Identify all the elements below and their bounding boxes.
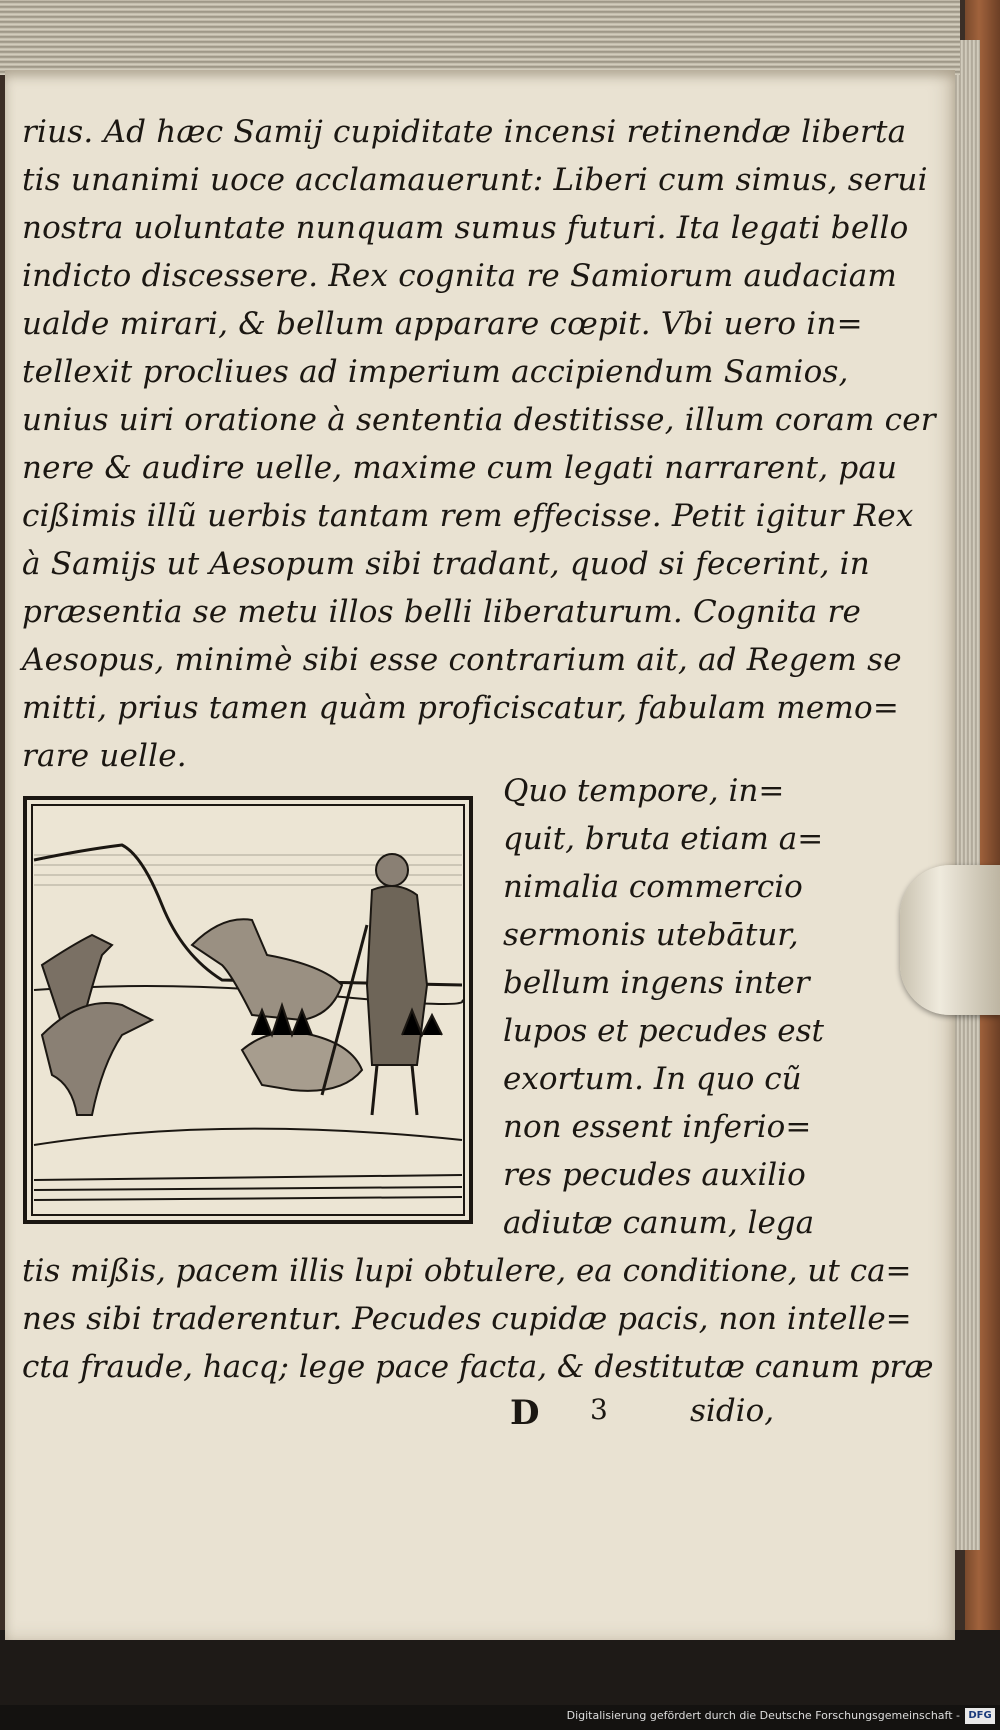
side-text-line: res pecudes auxilio	[503, 1157, 806, 1193]
signature-number: 3	[590, 1393, 608, 1426]
side-text-line: exortum. In quo cũ	[503, 1061, 802, 1097]
text-line: tis mißis, pacem illis lupi obtulere, ea conditione, ut ca=	[22, 1253, 912, 1289]
footer-credit: Digitalisierung gefördert durch die Deutsche Forschungsgemeinschaft -	[566, 1709, 960, 1722]
text-line: indicto discessere. Rex cognita re Samiorum audaciam	[22, 258, 898, 294]
text-line: nere & audire uelle, maxime cum legati narrarent, pau	[22, 450, 898, 486]
text-line: mitti, prius tamen quàm proficiscatur, fabulam memo=	[22, 690, 900, 726]
text-line: rius. Ad hæc Samij cupiditate incensi retinendæ liberta	[22, 114, 907, 150]
woodcut-illustration	[22, 795, 474, 1225]
text-line: tellexit procliues ad imperium accipiendum Samios,	[22, 354, 849, 390]
signature-mark: D	[510, 1393, 540, 1433]
side-text-line: Quo tempore, in=	[503, 773, 785, 809]
text-line: cta fraude, hacq; lege pace facta, & destitutæ canum præ	[22, 1349, 934, 1385]
page-stack-top	[0, 0, 960, 75]
side-text-line: nimalia commercio	[503, 869, 803, 905]
text-line: Aesopus, minimè sibi esse contrarium ait, ad Regem se	[22, 642, 902, 678]
side-text-line: lupos et pecudes est	[503, 1013, 824, 1049]
side-text-line: quit, bruta etiam a=	[503, 821, 824, 857]
page-clip	[900, 865, 1000, 1015]
text-line: tis unanimi uoce acclamauerunt: Liberi cum simus, serui	[22, 162, 928, 198]
side-text-line: non essent inferio=	[503, 1109, 812, 1145]
text-line: ualde mirari, & bellum apparare cœpit. Vbi uero in=	[22, 306, 863, 342]
text-line: nostra uoluntate nunquam sumus futuri. Ita legati bello	[22, 210, 909, 246]
text-line: nes sibi traderentur. Pecudes cupidæ pacis, non intelle=	[22, 1301, 912, 1337]
side-text-line: sermonis utebātur,	[503, 917, 799, 953]
text-line: à Samijs ut Aesopum sibi tradant, quod si fecerint, in	[22, 546, 870, 582]
dfg-logo: DFG	[965, 1708, 995, 1724]
text-line: præsentia se metu illos belli liberaturum. Cognita re	[22, 594, 862, 630]
side-text-line: bellum ingens inter	[503, 965, 810, 1001]
catchword: sidio,	[690, 1393, 775, 1429]
side-text-line: adiutæ canum, lega	[503, 1205, 815, 1241]
text-line: cißimis illũ uerbis tantam rem effecisse. Petit igitur Rex	[22, 498, 914, 534]
text-line: unius uiri oratione à sententia destitisse, illum coram cer	[22, 402, 936, 438]
text-line: rare uelle.	[22, 738, 187, 774]
